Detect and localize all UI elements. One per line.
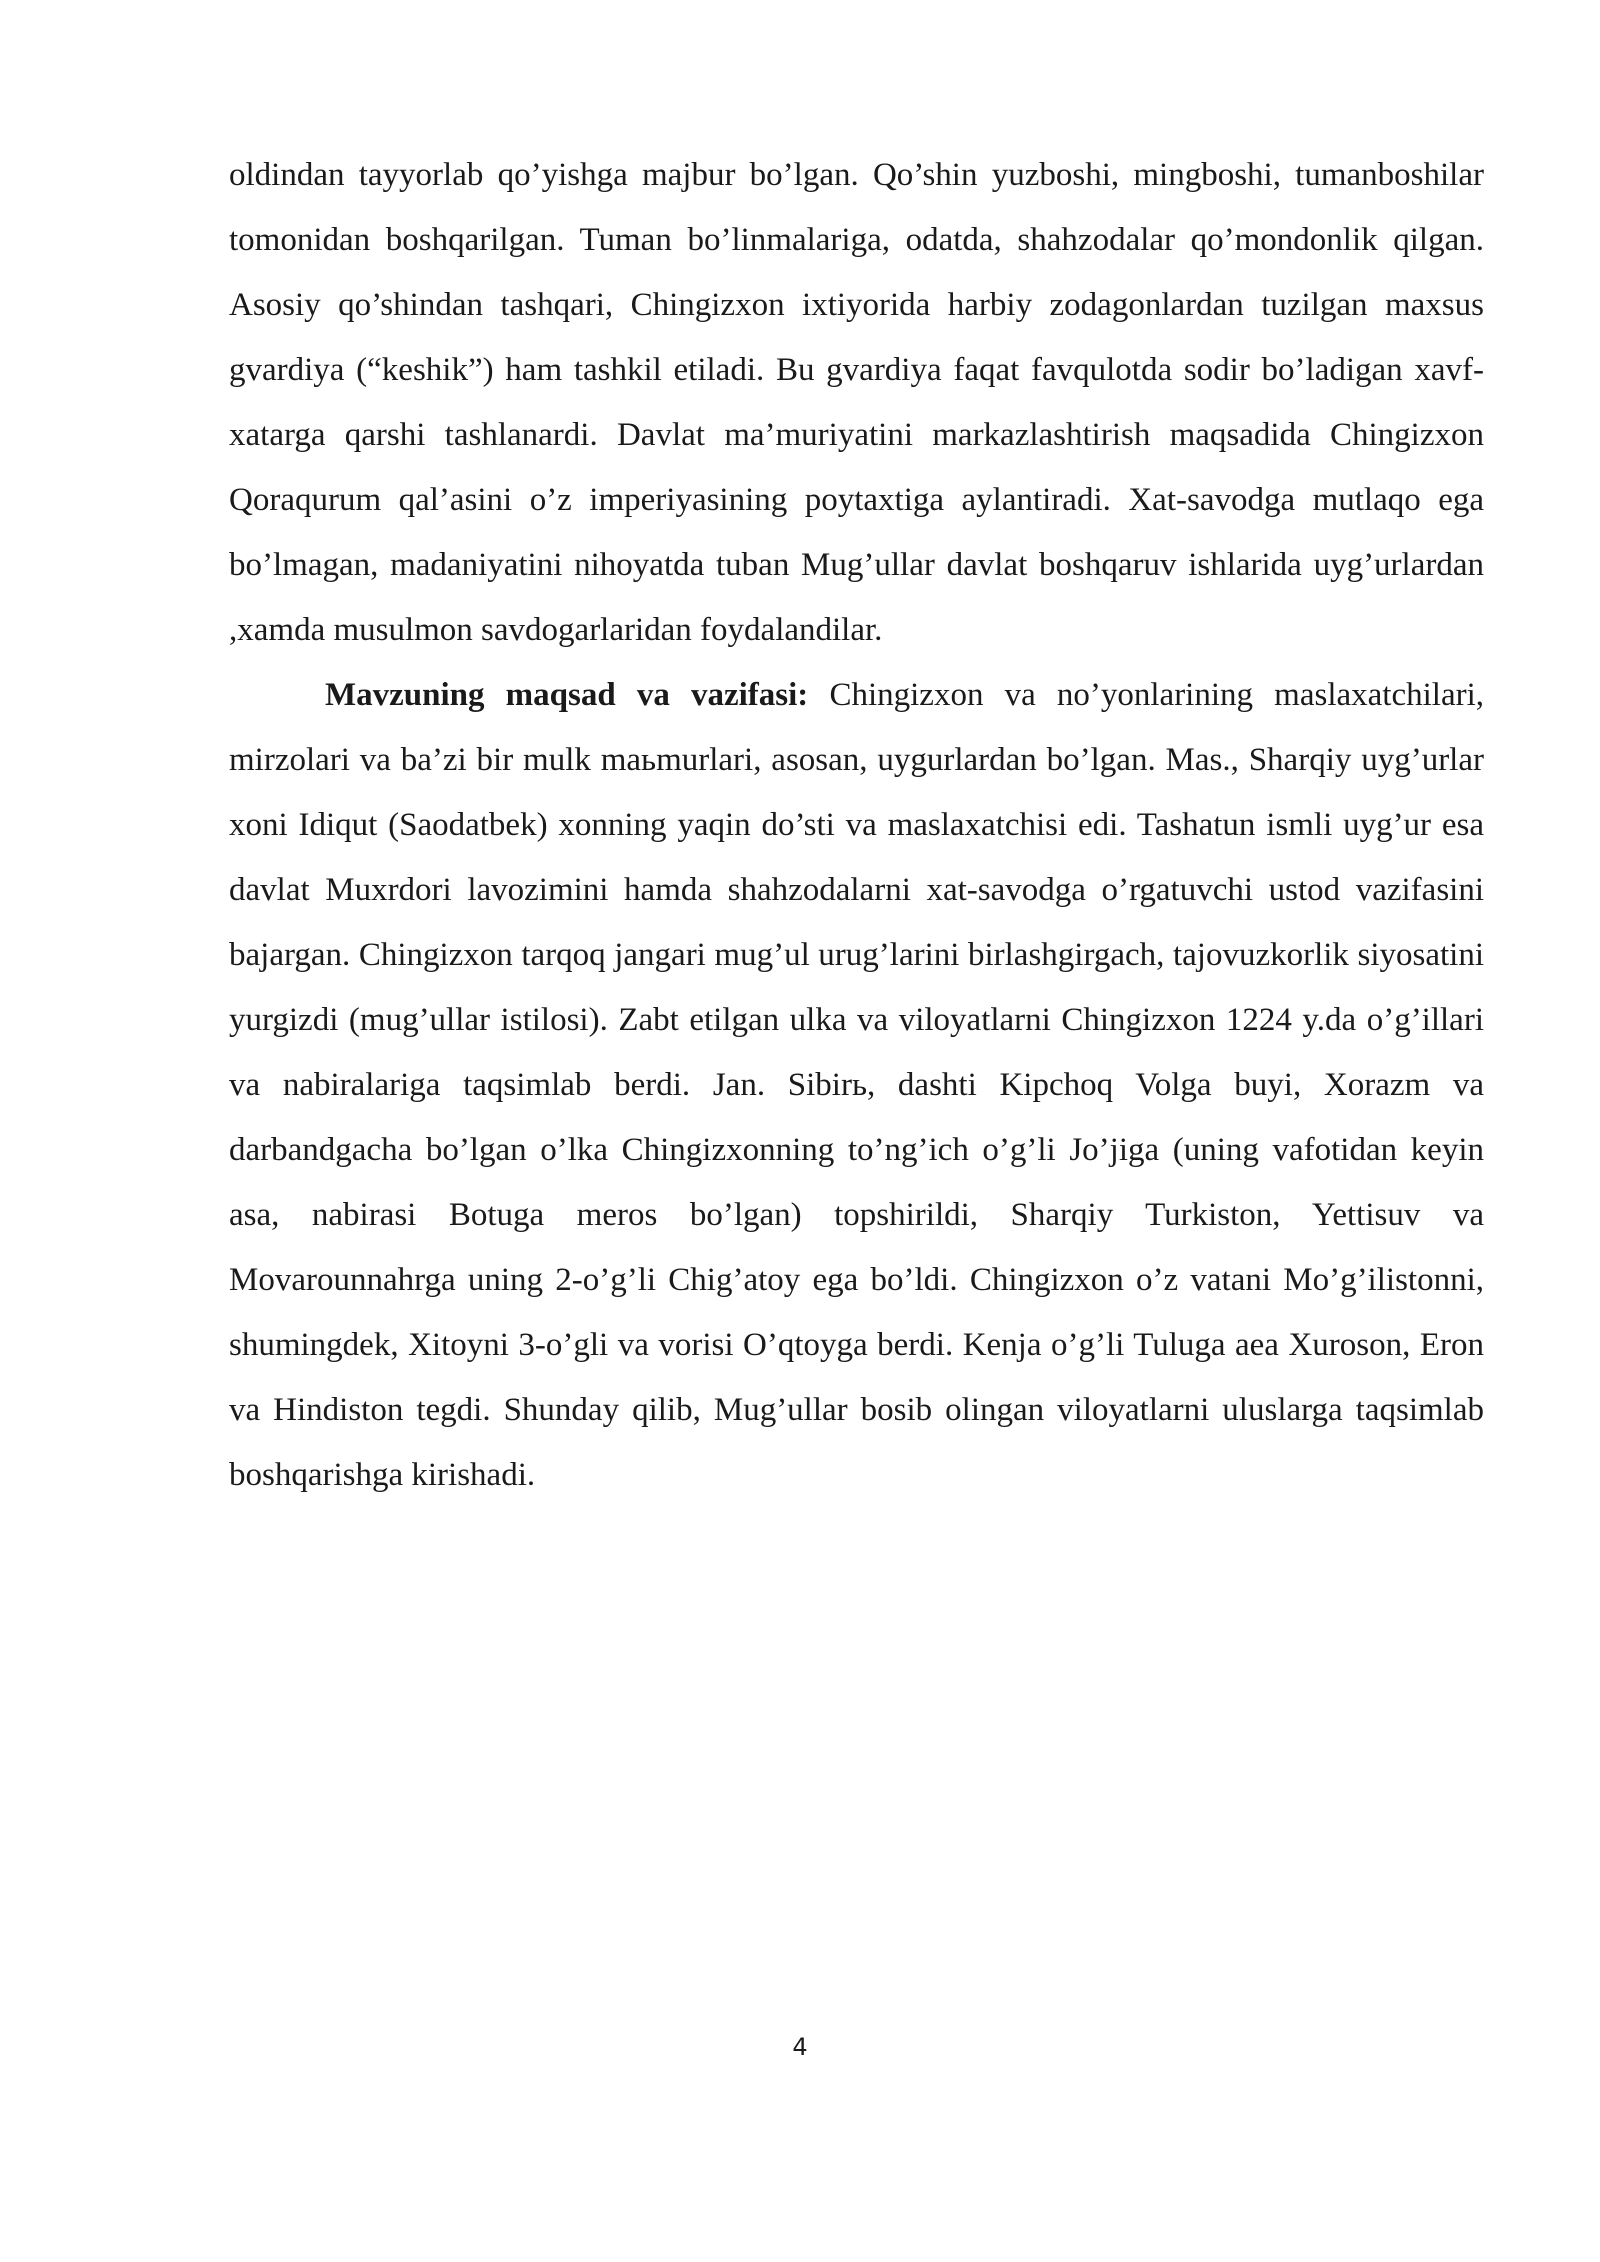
section-heading-inline: Mavzuning maqsad va vazifasi: [325,677,809,713]
paragraph-2-text: Chingizxon va no’yonlarining maslaxatchilari, mirzolari va ba’zi bir mulk maьmurlari, asosan, uygurlardan bo’lgan. Mas., Sharqiy uyg’urlar xoni Idiqut (Saodatbek) xonning yaqin do’sti va maslaxatchisi edi. Tashatun ismli uyg’ur esa davlat Muxrdori lavozimini hamda shahzodalarni xat-savodga o’rgatuvchi ustod vazifasini bajargan. Chingizxon tarqoq jangari mug’ul urug’larini birlashgirgach, tajovuzkorlik siyosatini yurgizdi (mug’ullar istilosi). Zabt etilgan ulka va viloyatlarni Chingizxon 1224 y.da o’g’illari va nabiralariga taqsimlab berdi. Jan. Sibirь, dashti Kipchoq Volga buyi, Xorazm va darbandgacha bo’lgan o’lka Chingizxonning to’ng’ich o’g’li Jo’jiga (uning vafotidan keyin asa, nabirasi Botuga meros bo’lgan) topshirildi, Sharqiy Turkiston, Yettisuv va Movarounnahrga uning 2-o’g’li Chig’atoy ega bo’ldi. Chingizxon o’z vatani Mo’g’ilistonni, shumingdek, Xitoyni 3-o’gli va vorisi O’qtoyga berdi. Kenja o’g’li Tuluga aea Xuroson, Eron va Hindiston tegdi. Shunday qilib, Mug’ullar bosib olingan viloyatlarni uluslarga taqsimlab boshqarishga kirishadi. [229,677,1484,1493]
page-number: 4 [792,2033,808,2061]
paragraph-2 [229,663,1484,1508]
paragraph-1 [229,143,1484,663]
body-text [229,143,1484,1508]
paragraph-1-text: oldindan tayyorlab qo’yishga majbur bo’lgan. Qo’shin yuzboshi, mingboshi, tumanboshilar tomonidan boshqarilgan. Tuman bo’linmalariga, odatda, shahzodalar qo’mondonlik qilgan. Asosiy qo’shindan tashqari, Chingizxon ixtiyorida harbiy zodagonlardan tuzilgan maxsus gvardiya (“keshik”) ham tashkil etiladi. Bu gvardiya faqat favqulotda sodir bo’ladigan xavf-xatarga qarshi tashlanardi. Davlat ma’muriyatini markazlashtirish maqsadida Chingizxon Qoraqurum qal’asini o’z imperiyasining poytaxtiga aylantiradi. Xat-savodga mutlaqo ega bo’lmagan, madaniyatini nihoyatda tuban Mug’ullar davlat boshqaruv ishlarida uyg’urlardan ,xamda musulmon savdogarlaridan foydalandilar. [229,157,1484,648]
